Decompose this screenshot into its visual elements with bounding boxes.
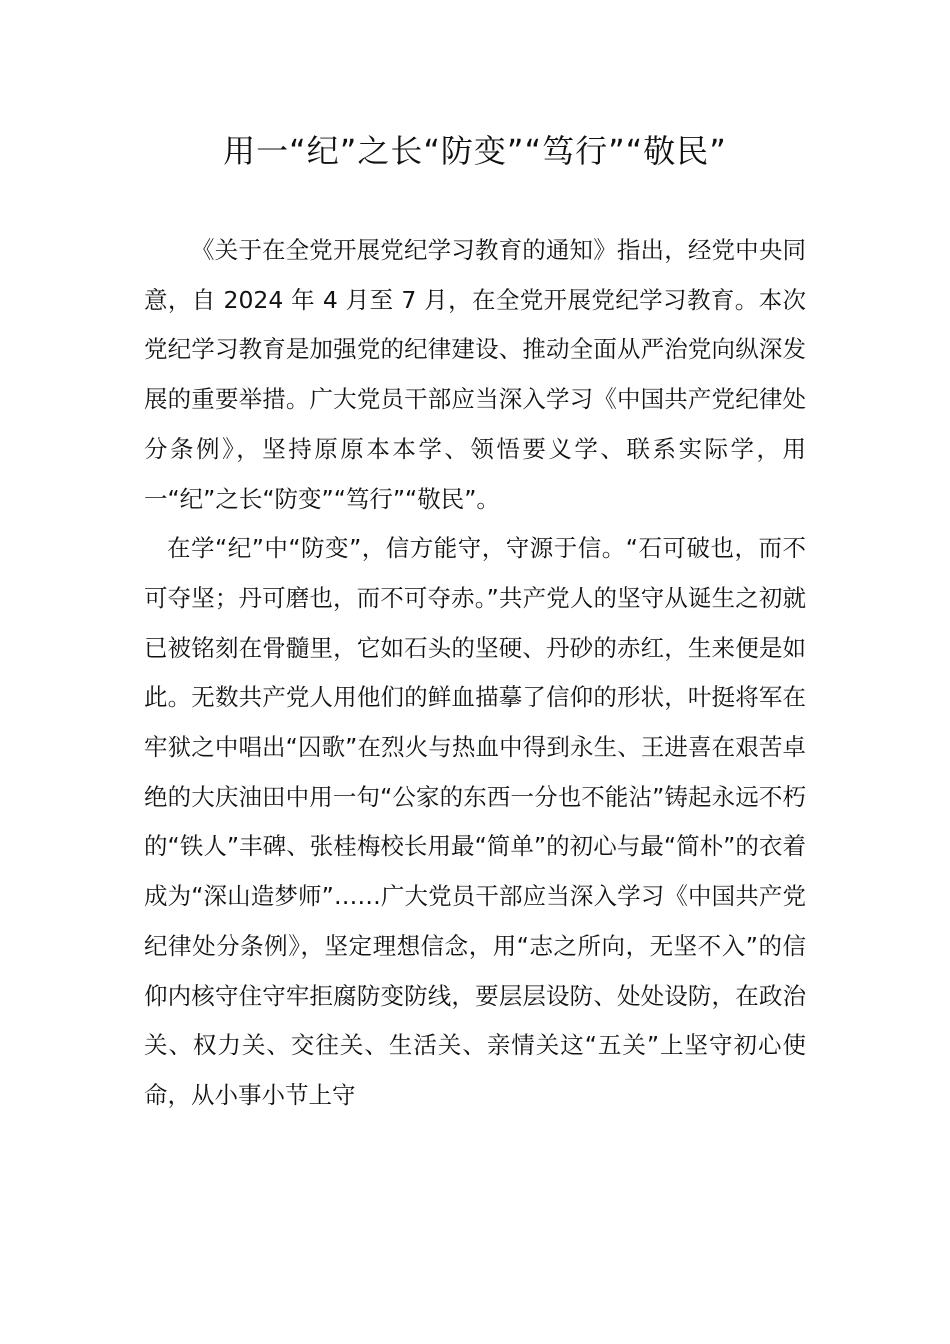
document-body — [144, 226, 806, 1121]
paragraph-intro: 《关于在全党开展党纪学习教育的通知》指出，经党中央同意，自 2024 年 4 月至 7 月，在全党开展党纪学习教育。本次党纪学习教育是加强党的纪律建设、推动全面从严治党向纵深发展的重要举措。广大党员干部应当深入学习《中国共产党纪律处分条例》，坚持原原本本学、领悟要义学、联系实际学，用一“纪”之长“防变”“笃行”“敬民”。 — [144, 236, 806, 513]
paragraph-guard-against-change: 在学“纪”中“防变”，信方能守，守源于信。“石可破也，而不可夺坚；丹可磨也，而不可夺赤。”共产党人的坚守从诞生之初就已被铭刻在骨髓里，它如石头的坚硬、丹砂的赤红，生来便是如此。无数共产党人用他们的鲜血描摹了信仰的形状，叶挺将军在牢狱之中唱出“囚歌”在烈火与热血中得到永生、王进喜在艰苦卓绝的大庆油田中用一句“公家的东西一分也不能沾”铸起永远不朽的“铁人”丰碑、张桂梅校长用最“简单”的初心与最“简朴”的衣着成为“深山造梦师”……广大党员干部应当深入学习《中国共产党纪律处分条例》，坚定理想信念，用“志之所向，无坚不入”的信仰内核守住守牢拒腐防变防线，要层层设防、处处设防，在政治关、权力关、交往关、生活关、亲情关这“五关”上坚守初心使命，从小事小节上守 — [144, 534, 806, 1109]
document-title: 用一“纪”之长“防变”“笃行”“敬民” — [223, 132, 727, 170]
